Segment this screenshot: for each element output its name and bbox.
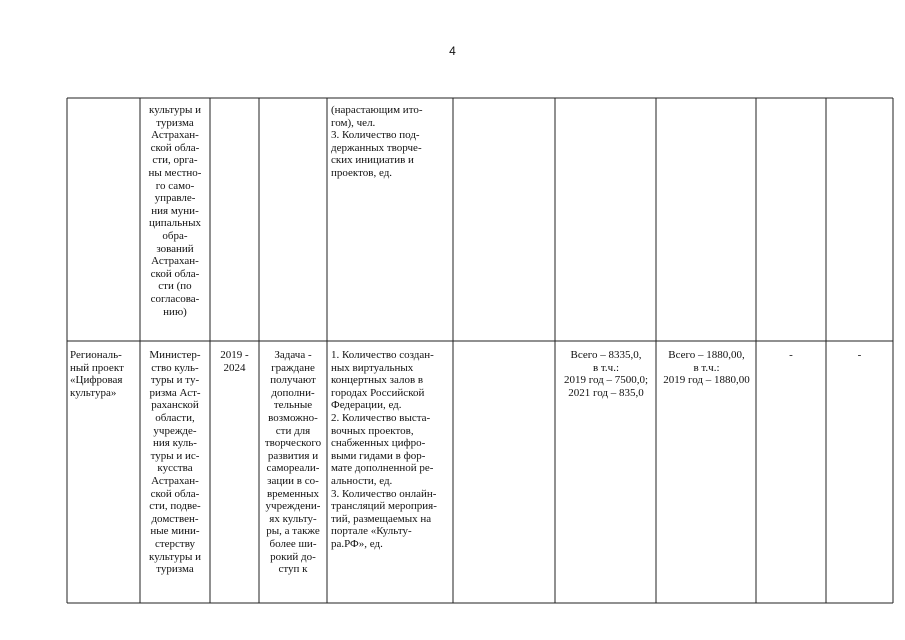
- row2-years-cell: 2019 - 2024: [220, 349, 249, 374]
- row1-indicators-cell: (нарастающим ито- гом), чел. 3. Количество под- держанных творче- ских инициатив и проектов, ед.: [331, 104, 423, 179]
- row2-funding-total-cell: Всего – 8335,0, в т.ч.: 2019 год – 7500,0; 2021 год – 835,0: [563, 349, 649, 399]
- page-number: 4: [449, 44, 456, 58]
- row2-executor-cell: Министер- ство куль- туры и ту- ризма Аст- раханской области, учрежде- ния куль- туры и ис- кусства Астрахан- ской обла- сти, подве- домствен- ные мини- стерству культуры и туризма: [149, 349, 201, 576]
- row2-task-cell: Задача - граждане получают дополни- тельные возможно- сти для творческого развития и самореали- зации в со- временных учреждени- ях культу- ры, а также более ши- рокий до- ступ к: [264, 349, 322, 576]
- row1-executor-cell: культуры и туризма Астрахан- ской обла- сти, орга- ны местно- го само- управле- ния муни- ципальных обра- зований Астрахан- ской обла- сти (по согласова- нию): [148, 104, 202, 318]
- row2-funding-regional-cell: Всего – 1880,00, в т.ч.: 2019 год – 1880,00: [663, 349, 750, 387]
- row2-project-cell: Региональ- ный проект «Цифровая культура»: [70, 349, 124, 399]
- row2-dash-cell-1: -: [789, 349, 793, 361]
- row2-indicators-cell: 1. Количество создан- ных виртуальных концертных залов в городах Российской Федерации, ед. 2. Количество выста- вочных проектов, снабженных цифро- выми гидами в фор- мате дополненной ре- альности, ед. 3. Количество онлайн- трансляций мероприя- тий, размещаемых на портале «Культу- ра.РФ», ед.: [331, 349, 437, 550]
- row2-dash-cell-2: -: [857, 349, 862, 361]
